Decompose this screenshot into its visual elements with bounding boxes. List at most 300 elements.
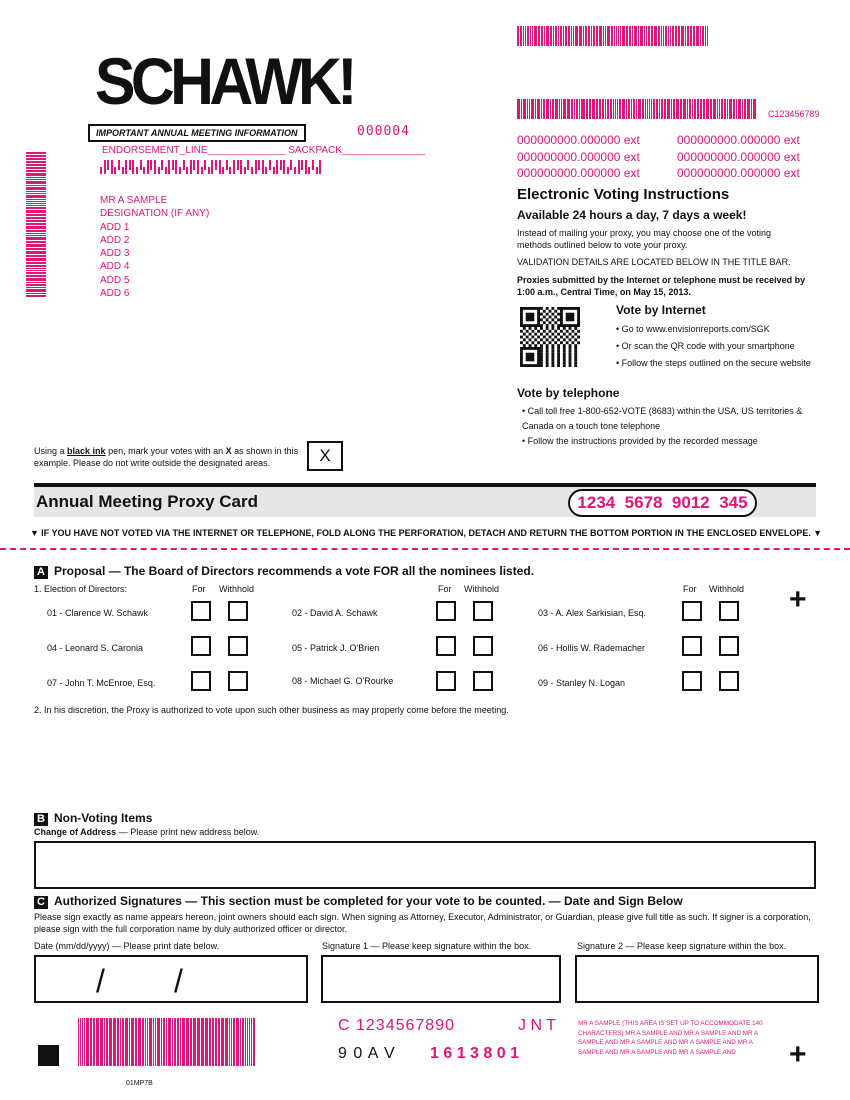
section-a-title: Proposal — The Board of Directors recommends a vote FOR all the nominees listed. [53,564,535,578]
qr-module [569,361,572,364]
qr-module [546,324,549,327]
postal-bar [172,160,174,170]
qr-module [529,327,532,330]
qr-module [543,321,546,324]
barcode-bar [555,26,557,46]
important-info-label: IMPORTANT ANNUAL MEETING INFORMATION [88,124,306,142]
withhold-header: Withhold [464,584,500,594]
barcode-bar [26,287,46,289]
withhold-checkbox[interactable] [228,601,248,621]
barcode-bar [26,187,46,189]
barcode-bar [157,1018,160,1066]
barcode-bar [727,99,728,119]
barcode-bar [648,26,650,46]
withhold-checkbox[interactable] [473,671,493,691]
postal-bar [158,167,160,174]
barcode-bar [26,161,46,163]
barcode-bar [675,26,678,46]
postal-bar [118,160,120,170]
qr-module [566,341,569,344]
postal-bar [287,167,289,174]
barcode-bar [93,1018,95,1066]
barcode-bar [26,179,46,180]
barcode-bar [596,99,599,119]
barcode-bar [645,99,647,119]
barcode-bar [596,26,598,46]
barcode-bar [26,220,46,222]
barcode-bar [558,26,559,46]
endorsement-line: ENDORSEMENT_LINE______________ SACKPACK_______________ [102,145,426,156]
postal-bar [219,160,221,174]
qr-module [523,327,526,330]
qr-module [551,361,554,364]
barcode-bar [84,1018,85,1066]
barcode-bar [694,99,696,119]
qr-module [551,364,554,367]
barcode-bar [201,1018,204,1066]
qr-module [520,336,523,339]
address-line: MR A SAMPLE [100,195,168,206]
qr-module [551,344,554,347]
qr-code [520,307,580,367]
qr-module [563,358,566,361]
qr-module [540,344,543,347]
nominee-name: 04 - Leonard S. Caronia [47,643,144,653]
barcode-bar [673,99,675,119]
section-c-tag: C [34,896,48,909]
address-line: ADD 5 [100,274,130,286]
barcode-bar [579,99,580,119]
qr-module [574,327,577,330]
section-a-tag: A [34,566,48,579]
example-mark-box [307,441,343,471]
qr-module [571,330,574,333]
postal-bar [301,160,303,170]
barcode-bar [190,1018,192,1066]
barcode-bar [26,171,46,172]
postal-bar [107,160,109,170]
barcode-bar [26,158,46,160]
barcode-bar [26,210,46,212]
qr-module [543,310,546,313]
barcode-bar [729,99,732,119]
qr-module [546,318,549,321]
qr-module [540,358,543,361]
for-checkbox[interactable] [682,671,702,691]
section-b-title: Non-Voting Items [53,811,153,825]
qr-module [551,347,554,350]
barcode-bar [26,237,46,239]
withhold-checkbox[interactable] [228,671,248,691]
qr-module [574,361,577,364]
qr-module [540,338,543,341]
barcode-bar [26,272,46,274]
qr-module [529,333,532,336]
qr-module [554,321,557,324]
qr-module [546,344,549,347]
barcode-bar [523,26,524,46]
qr-module [549,321,552,324]
barcode-bar [251,1018,252,1066]
qr-module [546,347,549,350]
barcode-bar [523,99,526,119]
qr-module [543,330,546,333]
qr-module [574,350,577,353]
qr-code-graphic [520,307,580,367]
qr-module [577,330,580,333]
qr-module [569,327,572,330]
postal-bar [273,167,275,174]
for-checkbox[interactable] [191,601,211,621]
barcode-bar [26,207,46,209]
qr-module [569,344,572,347]
change-of-address-field[interactable] [34,841,816,889]
barcode-bar [692,99,693,119]
postal-bar [129,160,131,170]
qr-module [546,361,549,364]
address-line: DESIGNATION (IF ANY) [100,208,210,220]
barcode-bar [563,99,564,119]
for-checkbox[interactable] [191,636,211,656]
control-code: C123456789 [768,109,820,119]
barcode-bar [26,170,46,171]
barcode-bar [242,1018,244,1066]
qr-module [569,356,572,359]
barcode-bar [537,99,538,119]
qr-module [560,336,563,339]
qr-module [577,336,580,339]
qr-module [540,324,543,327]
barcode-bar [633,99,635,119]
perforation-line [0,548,850,550]
qr-module [543,316,546,319]
barcode-bar [253,1018,255,1066]
qr-module [557,307,560,310]
barcode-bar [26,248,46,250]
barcode-bar [240,1018,241,1066]
barcode-bar [90,1018,92,1066]
qr-module [546,353,549,356]
barcode-bar [599,99,601,119]
postal-bar [265,167,267,174]
barcode-bar [546,26,549,46]
qr-module [563,347,566,350]
barcode-bar [678,26,680,46]
qr-module [569,364,572,367]
for-checkbox[interactable] [436,636,456,656]
barcode-bar [26,181,46,183]
withhold-checkbox[interactable] [719,636,739,656]
barcode-bar [135,1018,137,1066]
barcode-bar [665,99,666,119]
address-line: ADD 4 [100,261,130,273]
barcode-bar [153,1018,154,1066]
for-checkbox[interactable] [436,601,456,621]
barcode-bar [572,99,573,119]
postal-bar [222,167,224,174]
barcode-bar [707,26,708,46]
barcode-bar [163,1018,165,1066]
barcode-bar [26,244,46,246]
barcode-bar [530,26,532,46]
postal-bar [122,167,124,174]
barcode-bar [26,203,46,204]
barcode-bar [26,205,46,206]
postal-bar [211,160,213,174]
barcode-bar [26,268,46,269]
postal-bar [201,167,203,174]
barcode-bar [172,1018,173,1066]
company-logo: SCHAWK! [95,44,353,118]
barcode-bar [236,1018,239,1066]
qr-module [569,347,572,350]
barcode-bar [525,26,526,46]
ext-number: 000000000.000000 ext [517,133,640,147]
qr-module [557,344,560,347]
barcode-bar [225,1018,228,1066]
barcode-bar [651,99,652,119]
barcode-bar [26,230,46,232]
voting-title: Electronic Voting Instructions [517,186,730,203]
for-checkbox[interactable] [191,671,211,691]
qr-module [574,333,577,336]
qr-module [526,313,535,322]
barcode-bar [168,1018,171,1066]
address-line: ADD 2 [100,234,130,246]
barcode-bar [605,26,606,46]
qr-module [560,330,563,333]
postal-bar [150,160,152,170]
qr-module [566,336,569,339]
barcode-bar [616,26,618,46]
qr-module [557,364,560,367]
nominee-name: 02 - David A. Schawk [292,608,378,618]
fold-notice-text: IF YOU HAVE NOT VOTED VIA THE INTERNET OR TELEPHONE, FOLD ALONG THE PERFORATION, DETACH AND RETURN THE BOTTOM PORTION IN THE ENCLOSED ENVELOPE. [41,528,811,538]
nominee-name: 03 - A. Alex Sarkisian, Esq. [538,608,647,618]
withhold-checkbox[interactable] [473,636,493,656]
barcode-bar [615,99,616,119]
postal-bar [143,167,145,174]
barcode-bar [559,99,560,119]
qr-module [523,338,526,341]
barcode-bar [177,1018,179,1066]
barcode-bar [520,26,522,46]
for-checkbox[interactable] [682,636,702,656]
qr-module [520,330,523,333]
barcode-bar [26,278,46,279]
barcode-bar [245,1018,246,1066]
qr-module [563,327,566,330]
postal-bar [132,160,134,174]
qr-module [549,341,552,344]
postal-bar [319,160,321,174]
postal-barcode [100,160,330,174]
qr-module [571,341,574,344]
barcode-bar [218,1018,220,1066]
qr-module [563,344,566,347]
barcode-bar [538,26,540,46]
barcode-bar [26,214,46,216]
barcode-bar [247,1018,248,1066]
barcode-bar [86,1018,89,1066]
postal-bar [168,160,170,174]
barcode-bar [26,282,46,283]
barcode-bar [26,185,46,187]
barcode-bar [534,26,537,46]
qr-module [551,333,554,336]
date-field[interactable] [34,955,308,1003]
qr-module [534,344,537,347]
qr-module [563,353,566,356]
barcode-bar [671,99,673,119]
phone-title: Vote by telephone [517,386,620,400]
nominee-name: 07 - John T. McEnroe, Esq. [47,678,156,688]
change-text: — Please print new address below. [116,827,260,837]
postal-bar [305,160,307,174]
internet-title: Vote by Internet [616,303,706,317]
barcode-bar [622,26,625,46]
internet-step: • Follow the steps outlined on the secure website [616,358,811,368]
barcode-bar [640,26,643,46]
barcode-bar [665,26,667,46]
barcode-bar [644,26,646,46]
signature-1-field[interactable] [321,955,561,1003]
barcode-bar [527,26,529,46]
barcode-bar [705,26,706,46]
barcode-bar [197,1018,200,1066]
barcode-bar [713,99,716,119]
barcode-bar [651,26,653,46]
qr-module [574,353,577,356]
barcode-bar [78,1018,79,1066]
postal-bar [308,167,310,174]
barcode-bar [161,1018,162,1066]
section-b-tag: B [34,813,48,826]
qr-module [554,341,557,344]
barcode-bar [552,99,555,119]
signature-2-field[interactable] [575,955,819,1003]
postal-bar [125,160,127,174]
barcode-bar [653,99,656,119]
for-checkbox[interactable] [682,601,702,621]
barcode-bar [553,26,554,46]
qr-module [540,350,543,353]
signature-2-label: Signature 2 — Please keep signature within the box. [577,941,787,951]
barcode-bar [628,99,631,119]
withhold-checkbox[interactable] [719,671,739,691]
section-a-header [34,564,534,579]
qr-module [557,318,560,321]
postal-bar [283,160,285,174]
registration-square [38,1045,59,1066]
barcode-bar [681,26,684,46]
barcode-bar [575,26,578,46]
fold-notice [30,528,822,538]
qr-module [551,353,554,356]
barcode-bar [661,26,662,46]
barcode-bar [654,26,657,46]
withhold-checkbox[interactable] [719,601,739,621]
qr-module [563,364,566,367]
voting-subtitle: Available 24 hours a day, 7 days a week! [517,208,747,222]
barcode-bar [517,26,519,46]
qr-module [549,330,552,333]
barcode-bar [517,99,520,119]
qr-module [563,338,566,341]
barcode-bar [634,26,637,46]
qr-module [531,336,534,339]
qr-module [546,350,549,353]
barcode-bar [174,1018,176,1066]
barcode-bar [626,99,627,119]
for-header: For [192,584,206,594]
barcode-bar [561,99,562,119]
barcode-bar [706,99,709,119]
barcode-bar [142,1018,144,1066]
barcode-bar [668,26,669,46]
barcode-bar [622,99,625,119]
barcode-bar [658,26,660,46]
postal-bar [208,167,210,174]
barcode-bar [568,26,570,46]
item-2-text: 2. In his discretion, the Proxy is authorized to vote upon such other business as may properly come before the meeting. [34,705,509,715]
withhold-checkbox[interactable] [473,601,493,621]
qr-module [557,353,560,356]
postal-bar [136,167,138,174]
example-x: X [319,446,331,465]
barcode-bar [145,1018,146,1066]
barcode-bar [676,99,679,119]
barcode-bar [733,99,736,119]
qr-module [543,341,546,344]
nominee-name: 06 - Hollis W. Rademacher [538,643,646,653]
barcode-bar [642,99,644,119]
barcode-bar [632,26,633,46]
qr-module [551,356,554,359]
barcode-bar [656,99,658,119]
qr-module [540,333,543,336]
nominee-name: 08 - Michael G. O'Rourke [292,676,394,686]
postal-bar [111,160,113,174]
qr-module [551,324,554,327]
barcode-bar [661,99,663,119]
barcode-bar [550,99,551,119]
qr-module [526,353,535,362]
ext-number: 000000000.000000 ext [677,133,800,147]
barcode-bar [122,1018,124,1066]
pen-instructions [34,445,299,469]
barcode-bar [620,26,621,46]
qr-module [551,358,554,361]
barcode-bar [646,26,647,46]
postal-bar [154,160,156,174]
barcode-bar [521,99,523,119]
barcode-bar [209,1018,211,1066]
barcode-bar [26,262,46,264]
barcode-bar [576,99,578,119]
barcode-bar [26,195,46,197]
withhold-checkbox[interactable] [228,636,248,656]
barcode-bar [109,1018,112,1066]
postal-bar [276,160,278,174]
for-checkbox[interactable] [436,671,456,691]
qr-module [526,330,529,333]
barcode-bar [583,26,584,46]
barcode-bar [605,99,607,119]
barcode-bar [565,26,567,46]
qr-module [554,330,557,333]
qr-module [569,358,572,361]
